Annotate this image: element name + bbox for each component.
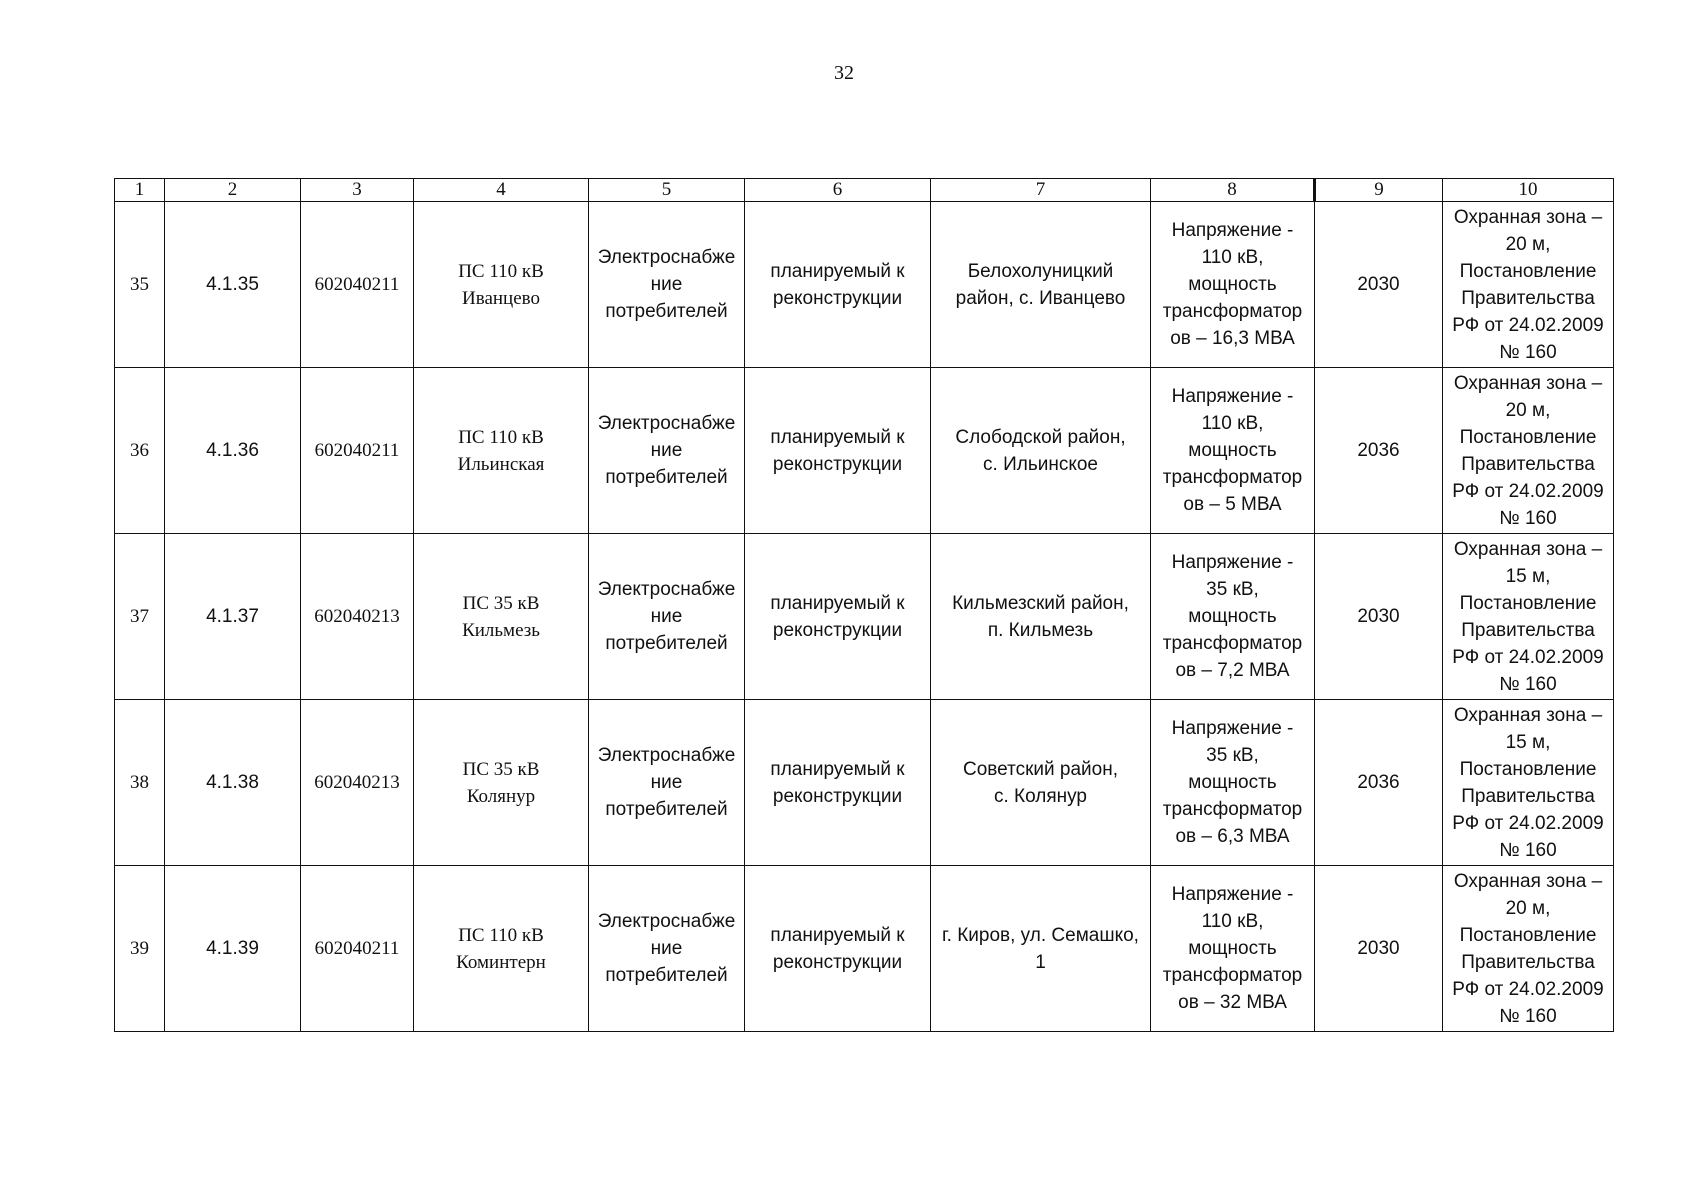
row-id: 602040211 <box>301 866 414 1032</box>
column-number: 3 <box>301 179 414 202</box>
protection-zone: Охранная зона – 15 м, Постановление Правительства РФ от 24.02.2009 № 160 <box>1443 700 1614 866</box>
row-code: 4.1.37 <box>165 534 301 700</box>
facility-status: планируемый к реконструкции <box>745 368 931 534</box>
column-number-row <box>115 179 1614 202</box>
row-number: 36 <box>115 368 165 534</box>
facility-location: Белохолуницкий район, с. Иванцево <box>931 202 1151 368</box>
facility-characteristics: Напряжение - 110 кВ, мощность трансформатор ов – 5 МВА <box>1151 368 1315 534</box>
row-number: 37 <box>115 534 165 700</box>
protection-zone: Охранная зона – 20 м, Постановление Правительства РФ от 24.02.2009 № 160 <box>1443 866 1614 1032</box>
facility-characteristics: Напряжение - 35 кВ, мощность трансформатор ов – 7,2 МВА <box>1151 534 1315 700</box>
row-id: 602040211 <box>301 202 414 368</box>
substations-table <box>114 178 1614 1032</box>
facility-purpose: Электроснабже ние потребителей <box>589 866 745 1032</box>
facility-year: 2030 <box>1315 534 1443 700</box>
facility-location: Советский район, с. Колянур <box>931 700 1151 866</box>
facility-location: г. Киров, ул. Семашко, 1 <box>931 866 1151 1032</box>
row-id: 602040213 <box>301 534 414 700</box>
facility-location: Слободской район, с. Ильинское <box>931 368 1151 534</box>
facility-name: ПС 110 кВ Коминтерн <box>414 866 589 1032</box>
column-number: 8 <box>1151 179 1315 202</box>
facility-year: 2036 <box>1315 700 1443 866</box>
row-number: 35 <box>115 202 165 368</box>
column-number: 9 <box>1315 179 1443 202</box>
row-number: 39 <box>115 866 165 1032</box>
row-code: 4.1.38 <box>165 700 301 866</box>
row-code: 4.1.35 <box>165 202 301 368</box>
facility-status: планируемый к реконструкции <box>745 202 931 368</box>
facility-name: ПС 110 кВ Иванцево <box>414 202 589 368</box>
row-number: 38 <box>115 700 165 866</box>
facility-purpose: Электроснабже ние потребителей <box>589 202 745 368</box>
table-row <box>115 368 1614 534</box>
column-number: 10 <box>1443 179 1614 202</box>
column-number: 2 <box>165 179 301 202</box>
table-row <box>115 202 1614 368</box>
page-number: 32 <box>834 62 854 84</box>
facility-year: 2030 <box>1315 202 1443 368</box>
protection-zone: Охранная зона – 20 м, Постановление Правительства РФ от 24.02.2009 № 160 <box>1443 202 1614 368</box>
facility-status: планируемый к реконструкции <box>745 534 931 700</box>
facility-purpose: Электроснабже ние потребителей <box>589 700 745 866</box>
facility-year: 2036 <box>1315 368 1443 534</box>
row-code: 4.1.39 <box>165 866 301 1032</box>
column-number: 6 <box>745 179 931 202</box>
column-number: 5 <box>589 179 745 202</box>
table-row <box>115 700 1614 866</box>
facility-purpose: Электроснабже ние потребителей <box>589 368 745 534</box>
column-number: 4 <box>414 179 589 202</box>
facility-name: ПС 35 кВ Кильмезь <box>414 534 589 700</box>
facility-characteristics: Напряжение - 35 кВ, мощность трансформатор ов – 6,3 МВА <box>1151 700 1315 866</box>
table-row <box>115 866 1614 1032</box>
facility-year: 2030 <box>1315 866 1443 1032</box>
facility-characteristics: Напряжение - 110 кВ, мощность трансформатор ов – 16,3 МВА <box>1151 202 1315 368</box>
facility-status: планируемый к реконструкции <box>745 866 931 1032</box>
facility-location: Кильмезский район, п. Кильмезь <box>931 534 1151 700</box>
table-row <box>115 534 1614 700</box>
facility-purpose: Электроснабже ние потребителей <box>589 534 745 700</box>
facility-name: ПС 35 кВ Колянур <box>414 700 589 866</box>
column-number: 1 <box>115 179 165 202</box>
row-id: 602040211 <box>301 368 414 534</box>
column-number: 7 <box>931 179 1151 202</box>
facility-status: планируемый к реконструкции <box>745 700 931 866</box>
protection-zone: Охранная зона – 20 м, Постановление Правительства РФ от 24.02.2009 № 160 <box>1443 368 1614 534</box>
protection-zone: Охранная зона – 15 м, Постановление Правительства РФ от 24.02.2009 № 160 <box>1443 534 1614 700</box>
facility-name: ПС 110 кВ Ильинская <box>414 368 589 534</box>
row-id: 602040213 <box>301 700 414 866</box>
facility-characteristics: Напряжение - 110 кВ, мощность трансформатор ов – 32 МВА <box>1151 866 1315 1032</box>
row-code: 4.1.36 <box>165 368 301 534</box>
